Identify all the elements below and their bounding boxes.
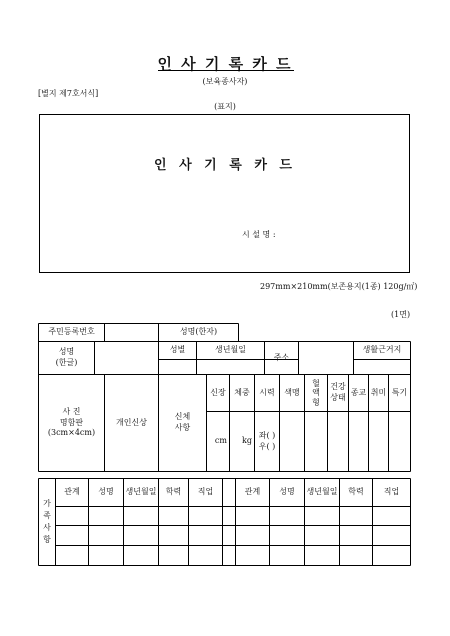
family-header-education-2: 학력 bbox=[348, 487, 364, 497]
family-header-birthdate-2: 생년월일 bbox=[306, 487, 338, 497]
living-basis-label: 생활근거지 bbox=[362, 345, 402, 355]
vision-label: 시력 bbox=[259, 387, 275, 397]
page-title: 인 사 기 록 카 드 bbox=[157, 55, 293, 73]
height-label: 신장 bbox=[210, 387, 226, 397]
birthdate-label: 생년월일 bbox=[215, 345, 246, 355]
family-header-relation-2: 관계 bbox=[244, 487, 261, 497]
page-number: (1면) bbox=[391, 310, 411, 319]
height-unit: cm bbox=[214, 436, 227, 446]
religion-label: 종교 bbox=[350, 387, 367, 397]
color-blind-label: 색맹 bbox=[284, 387, 300, 397]
family-header-name-2: 성명 bbox=[279, 487, 295, 497]
family-header-occupation-1: 직업 bbox=[197, 487, 214, 497]
weight-label: 체중 bbox=[234, 387, 250, 397]
facility-name-label: 시 설 명 : bbox=[242, 230, 276, 239]
form-reference: [별지 제7호서식] bbox=[38, 89, 99, 98]
vision-left-right: 좌( ) 우( ) bbox=[258, 430, 276, 451]
address-label: 주소 bbox=[273, 352, 290, 362]
special-skill-label: 특기 bbox=[391, 387, 408, 397]
health-label: 건강 상태 bbox=[330, 382, 346, 402]
hobby-label: 취미 bbox=[370, 387, 387, 397]
family-section-label: 가 족 사 항 bbox=[43, 499, 51, 544]
family-header-name-1: 성명 bbox=[98, 487, 114, 497]
cover-label: (표지) bbox=[214, 102, 236, 111]
body-info-label: 신체 사항 bbox=[174, 412, 191, 432]
weight-unit: kg bbox=[242, 436, 252, 446]
paper-spec: 297mm×210mm(보존용지(1종) 120g/㎡) bbox=[260, 282, 418, 291]
family-header-occupation-2: 직업 bbox=[383, 487, 400, 497]
name-hanja-label: 성명(한자) bbox=[179, 327, 218, 337]
gender-label: 성별 bbox=[169, 345, 186, 355]
family-header-relation-1: 관계 bbox=[64, 487, 80, 497]
family-header-birthdate-1: 생년월일 bbox=[125, 487, 157, 497]
resident-number-label: 주민등록번호 bbox=[48, 327, 95, 337]
page-subtitle: (보육종사자) bbox=[202, 77, 248, 86]
personal-info-label: 개인신상 bbox=[116, 417, 147, 427]
name-hangul-label: 성명 (한글) bbox=[55, 347, 78, 367]
cover-title: 인 사 기 록 카 드 bbox=[154, 158, 296, 173]
blood-type-label: 혈 액 형 bbox=[312, 378, 320, 407]
photo-label: 사 진 명함판 (3cm×4cm) bbox=[47, 406, 96, 438]
family-header-education-1: 학력 bbox=[165, 487, 182, 497]
